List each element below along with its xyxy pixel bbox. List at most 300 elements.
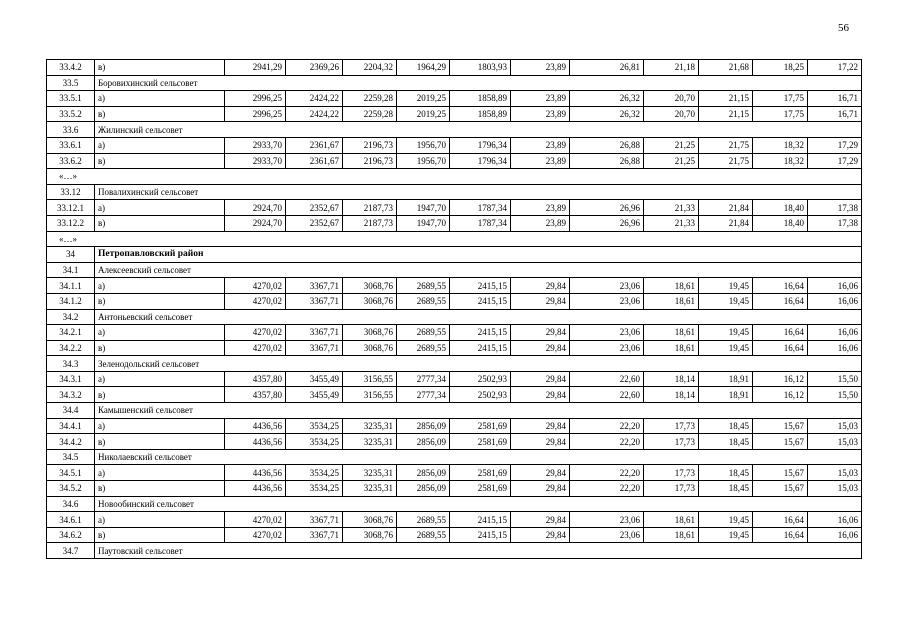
value-cell: 16,64 [753, 512, 808, 528]
value-cell: 16,06 [808, 293, 862, 309]
value-cell: 16,12 [753, 371, 808, 387]
section-title: Алексеевский сельсовет [95, 262, 862, 278]
value-cell: 2689,55 [397, 325, 450, 341]
omission-mark: «…» [47, 169, 862, 185]
value-cell: 4357,80 [225, 387, 286, 403]
value-cell: 4436,56 [225, 465, 286, 481]
value-cell: 21,84 [699, 215, 753, 231]
value-cell: 2019,25 [397, 91, 450, 107]
value-cell: 2361,67 [286, 153, 343, 169]
value-cell: 2933,70 [225, 137, 286, 153]
value-cell: 2996,25 [225, 91, 286, 107]
value-cell: 29,84 [511, 418, 570, 434]
value-cell: 2415,15 [450, 293, 511, 309]
value-cell: 2856,09 [397, 434, 450, 450]
value-cell: 15,67 [753, 481, 808, 497]
value-cell: 4270,02 [225, 278, 286, 294]
value-cell: 2777,34 [397, 387, 450, 403]
value-cell: 16,71 [808, 91, 862, 107]
value-cell: 21,84 [699, 200, 753, 216]
value-cell: 18,61 [644, 293, 699, 309]
value-cell: 21,25 [644, 153, 699, 169]
table-row [47, 465, 862, 481]
value-cell: 22,60 [570, 387, 644, 403]
value-cell: 2424,22 [286, 91, 343, 107]
value-cell: 1803,93 [450, 60, 511, 76]
value-cell: 29,84 [511, 434, 570, 450]
table-row [47, 106, 862, 122]
omission-row [47, 231, 862, 247]
value-cell: 18,14 [644, 371, 699, 387]
table-row [47, 137, 862, 153]
value-cell: 17,75 [753, 106, 808, 122]
value-cell: 18,45 [699, 481, 753, 497]
row-number: 34.6 [47, 496, 95, 512]
value-cell: 2933,70 [225, 153, 286, 169]
value-cell: 18,14 [644, 387, 699, 403]
value-cell: 3068,76 [343, 527, 397, 543]
value-cell: 2415,15 [450, 325, 511, 341]
value-cell: 16,71 [808, 106, 862, 122]
value-cell: 17,38 [808, 215, 862, 231]
value-cell: 1947,70 [397, 200, 450, 216]
value-cell: 2259,28 [343, 91, 397, 107]
value-cell: 16,06 [808, 325, 862, 341]
table-row [47, 60, 862, 76]
value-cell: 16,64 [753, 278, 808, 294]
row-number: 34.6.2 [47, 527, 95, 543]
row-number: 33.12 [47, 184, 95, 200]
value-cell: 2689,55 [397, 293, 450, 309]
value-cell: 1787,34 [450, 200, 511, 216]
value-cell: 23,06 [570, 512, 644, 528]
value-cell: 2259,28 [343, 106, 397, 122]
value-cell: 21,33 [644, 200, 699, 216]
value-cell: 18,40 [753, 200, 808, 216]
row-number: 34.1 [47, 262, 95, 278]
row-number: 34.4.2 [47, 434, 95, 450]
value-cell: 1796,34 [450, 153, 511, 169]
row-label: в) [95, 434, 225, 450]
value-cell: 22,20 [570, 465, 644, 481]
value-cell: 26,96 [570, 215, 644, 231]
value-cell: 23,89 [511, 215, 570, 231]
value-cell: 2502,93 [450, 387, 511, 403]
table-row [47, 434, 862, 450]
value-cell: 18,45 [699, 418, 753, 434]
value-cell: 16,64 [753, 527, 808, 543]
row-label: в) [95, 60, 225, 76]
value-cell: 17,73 [644, 434, 699, 450]
table-row [47, 340, 862, 356]
value-cell: 1956,70 [397, 137, 450, 153]
value-cell: 29,84 [511, 527, 570, 543]
row-number: 33.5.2 [47, 106, 95, 122]
value-cell: 23,06 [570, 278, 644, 294]
row-number: 34.1.1 [47, 278, 95, 294]
value-cell: 22,20 [570, 418, 644, 434]
row-label: а) [95, 91, 225, 107]
value-cell: 2856,09 [397, 465, 450, 481]
tariff-table [46, 59, 862, 559]
omission-mark: «…» [47, 231, 862, 247]
value-cell: 18,61 [644, 512, 699, 528]
value-cell: 2996,25 [225, 106, 286, 122]
value-cell: 29,84 [511, 387, 570, 403]
row-number: 34.4.1 [47, 418, 95, 434]
value-cell: 17,75 [753, 91, 808, 107]
row-number: 34.5.2 [47, 481, 95, 497]
value-cell: 21,75 [699, 153, 753, 169]
value-cell: 26,32 [570, 106, 644, 122]
table-row [47, 153, 862, 169]
section-title: Зеленодольский сельсовет [95, 356, 862, 372]
value-cell: 23,06 [570, 293, 644, 309]
value-cell: 19,45 [699, 325, 753, 341]
section-row [47, 449, 862, 465]
value-cell: 15,50 [808, 371, 862, 387]
value-cell: 16,06 [808, 278, 862, 294]
value-cell: 23,89 [511, 200, 570, 216]
value-cell: 18,40 [753, 215, 808, 231]
value-cell: 22,20 [570, 434, 644, 450]
row-number: 34.4 [47, 403, 95, 419]
value-cell: 2689,55 [397, 340, 450, 356]
value-cell: 15,50 [808, 387, 862, 403]
value-cell: 18,25 [753, 60, 808, 76]
value-cell: 18,32 [753, 153, 808, 169]
table-row [47, 200, 862, 216]
value-cell: 2941,29 [225, 60, 286, 76]
row-label: в) [95, 387, 225, 403]
row-label: а) [95, 465, 225, 481]
section-row [47, 356, 862, 372]
value-cell: 2581,69 [450, 418, 511, 434]
row-number: 33.12.1 [47, 200, 95, 216]
value-cell: 21,18 [644, 60, 699, 76]
value-cell: 3455,49 [286, 371, 343, 387]
value-cell: 16,64 [753, 325, 808, 341]
row-number: 33.5 [47, 75, 95, 91]
value-cell: 3068,76 [343, 293, 397, 309]
section-row [47, 543, 862, 559]
row-number: 34.3.1 [47, 371, 95, 387]
value-cell: 15,03 [808, 465, 862, 481]
value-cell: 22,20 [570, 481, 644, 497]
value-cell: 20,70 [644, 106, 699, 122]
value-cell: 3156,55 [343, 371, 397, 387]
value-cell: 15,03 [808, 418, 862, 434]
value-cell: 2352,67 [286, 200, 343, 216]
section-title: Жилинский сельсовет [95, 122, 862, 138]
value-cell: 3534,25 [286, 481, 343, 497]
row-number: 34.7 [47, 543, 95, 559]
row-label: в) [95, 527, 225, 543]
row-label: в) [95, 215, 225, 231]
value-cell: 3068,76 [343, 512, 397, 528]
value-cell: 4270,02 [225, 527, 286, 543]
value-cell: 16,64 [753, 293, 808, 309]
value-cell: 4436,56 [225, 418, 286, 434]
value-cell: 23,89 [511, 60, 570, 76]
value-cell: 26,88 [570, 153, 644, 169]
value-cell: 2856,09 [397, 481, 450, 497]
row-number: 34.3 [47, 356, 95, 372]
value-cell: 1858,89 [450, 91, 511, 107]
row-number: 33.6 [47, 122, 95, 138]
value-cell: 3235,31 [343, 465, 397, 481]
row-number: 34.3.2 [47, 387, 95, 403]
value-cell: 2581,69 [450, 481, 511, 497]
row-label: а) [95, 512, 225, 528]
row-number: 34.5.1 [47, 465, 95, 481]
value-cell: 17,22 [808, 60, 862, 76]
section-title: Боровихинский сельсовет [95, 75, 862, 91]
value-cell: 4436,56 [225, 481, 286, 497]
table-row [47, 512, 862, 528]
value-cell: 17,38 [808, 200, 862, 216]
row-label: в) [95, 153, 225, 169]
value-cell: 18,45 [699, 465, 753, 481]
value-cell: 2352,67 [286, 215, 343, 231]
value-cell: 23,89 [511, 153, 570, 169]
table-row [47, 293, 862, 309]
section-row [47, 122, 862, 138]
value-cell: 20,70 [644, 91, 699, 107]
table-row [47, 278, 862, 294]
value-cell: 1956,70 [397, 153, 450, 169]
value-cell: 18,45 [699, 434, 753, 450]
value-cell: 21,33 [644, 215, 699, 231]
value-cell: 3534,25 [286, 434, 343, 450]
row-number: 34.2 [47, 309, 95, 325]
row-number: 33.6.1 [47, 137, 95, 153]
value-cell: 17,29 [808, 153, 862, 169]
value-cell: 15,67 [753, 418, 808, 434]
value-cell: 19,45 [699, 293, 753, 309]
omission-row [47, 169, 862, 185]
value-cell: 1787,34 [450, 215, 511, 231]
value-cell: 29,84 [511, 340, 570, 356]
value-cell: 2369,26 [286, 60, 343, 76]
value-cell: 3235,31 [343, 434, 397, 450]
table-row [47, 481, 862, 497]
row-number: 34.1.2 [47, 293, 95, 309]
section-title: Николаевский сельсовет [95, 449, 862, 465]
section-title: Новообинский сельсовет [95, 496, 862, 512]
value-cell: 16,06 [808, 340, 862, 356]
value-cell: 2187,73 [343, 215, 397, 231]
value-cell: 2924,70 [225, 200, 286, 216]
value-cell: 4357,80 [225, 371, 286, 387]
value-cell: 18,61 [644, 340, 699, 356]
value-cell: 3068,76 [343, 340, 397, 356]
value-cell: 17,73 [644, 465, 699, 481]
row-label: а) [95, 278, 225, 294]
value-cell: 17,73 [644, 418, 699, 434]
row-number: 33.5.1 [47, 91, 95, 107]
row-label: в) [95, 106, 225, 122]
value-cell: 19,45 [699, 278, 753, 294]
table-body [47, 60, 862, 559]
section-row [47, 75, 862, 91]
row-label: а) [95, 418, 225, 434]
table-row [47, 527, 862, 543]
value-cell: 2019,25 [397, 106, 450, 122]
row-number: 34.5 [47, 449, 95, 465]
value-cell: 2689,55 [397, 527, 450, 543]
value-cell: 18,91 [699, 387, 753, 403]
section-title: Антоньевский сельсовет [95, 309, 862, 325]
value-cell: 2689,55 [397, 278, 450, 294]
value-cell: 3367,71 [286, 293, 343, 309]
row-label: в) [95, 481, 225, 497]
value-cell: 18,32 [753, 137, 808, 153]
value-cell: 2581,69 [450, 465, 511, 481]
value-cell: 3455,49 [286, 387, 343, 403]
section-row [47, 309, 862, 325]
value-cell: 16,06 [808, 527, 862, 543]
value-cell: 2415,15 [450, 340, 511, 356]
row-number: 33.12.2 [47, 215, 95, 231]
value-cell: 16,06 [808, 512, 862, 528]
value-cell: 19,45 [699, 340, 753, 356]
value-cell: 23,89 [511, 137, 570, 153]
section-row [47, 262, 862, 278]
table-row [47, 91, 862, 107]
value-cell: 23,89 [511, 91, 570, 107]
value-cell: 2689,55 [397, 512, 450, 528]
value-cell: 2856,09 [397, 418, 450, 434]
table-row [47, 371, 862, 387]
value-cell: 21,75 [699, 137, 753, 153]
value-cell: 3367,71 [286, 340, 343, 356]
value-cell: 18,61 [644, 527, 699, 543]
value-cell: 2187,73 [343, 200, 397, 216]
value-cell: 23,89 [511, 106, 570, 122]
table-row [47, 418, 862, 434]
value-cell: 17,73 [644, 481, 699, 497]
value-cell: 3367,71 [286, 527, 343, 543]
value-cell: 1858,89 [450, 106, 511, 122]
value-cell: 23,06 [570, 527, 644, 543]
value-cell: 29,84 [511, 293, 570, 309]
value-cell: 4270,02 [225, 293, 286, 309]
section-title: Камышенский сельсовет [95, 403, 862, 419]
value-cell: 3235,31 [343, 481, 397, 497]
value-cell: 4270,02 [225, 512, 286, 528]
value-cell: 26,81 [570, 60, 644, 76]
value-cell: 3534,25 [286, 465, 343, 481]
value-cell: 21,68 [699, 60, 753, 76]
value-cell: 17,29 [808, 137, 862, 153]
value-cell: 29,84 [511, 325, 570, 341]
value-cell: 3156,55 [343, 387, 397, 403]
row-label: а) [95, 325, 225, 341]
value-cell: 2415,15 [450, 527, 511, 543]
value-cell: 3367,71 [286, 278, 343, 294]
value-cell: 16,64 [753, 340, 808, 356]
value-cell: 2204,32 [343, 60, 397, 76]
table-row [47, 387, 862, 403]
value-cell: 19,45 [699, 512, 753, 528]
value-cell: 15,67 [753, 465, 808, 481]
row-number: 34 [47, 247, 95, 263]
value-cell: 2196,73 [343, 137, 397, 153]
value-cell: 4436,56 [225, 434, 286, 450]
row-label: в) [95, 340, 225, 356]
row-label: а) [95, 200, 225, 216]
value-cell: 1947,70 [397, 215, 450, 231]
value-cell: 4270,02 [225, 340, 286, 356]
value-cell: 23,06 [570, 340, 644, 356]
value-cell: 15,67 [753, 434, 808, 450]
value-cell: 21,15 [699, 106, 753, 122]
value-cell: 2415,15 [450, 278, 511, 294]
value-cell: 2196,73 [343, 153, 397, 169]
value-cell: 3534,25 [286, 418, 343, 434]
value-cell: 2502,93 [450, 371, 511, 387]
value-cell: 2424,22 [286, 106, 343, 122]
row-label: в) [95, 293, 225, 309]
table-row [47, 215, 862, 231]
value-cell: 22,60 [570, 371, 644, 387]
section-title: Паутовский сельсовет [95, 543, 862, 559]
value-cell: 2361,67 [286, 137, 343, 153]
value-cell: 29,84 [511, 278, 570, 294]
row-number: 34.6.1 [47, 512, 95, 528]
row-number: 34.2.2 [47, 340, 95, 356]
row-label: а) [95, 137, 225, 153]
row-number: 33.6.2 [47, 153, 95, 169]
page-number: 56 [838, 22, 849, 34]
value-cell: 1964,29 [397, 60, 450, 76]
value-cell: 18,91 [699, 371, 753, 387]
value-cell: 15,03 [808, 481, 862, 497]
value-cell: 18,61 [644, 325, 699, 341]
value-cell: 2581,69 [450, 434, 511, 450]
section-row [47, 403, 862, 419]
value-cell: 3068,76 [343, 278, 397, 294]
value-cell: 21,15 [699, 91, 753, 107]
value-cell: 29,84 [511, 481, 570, 497]
section-row [47, 184, 862, 200]
value-cell: 29,84 [511, 371, 570, 387]
value-cell: 3235,31 [343, 418, 397, 434]
table-row [47, 325, 862, 341]
value-cell: 3068,76 [343, 325, 397, 341]
row-number: 33.4.2 [47, 60, 95, 76]
row-number: 34.2.1 [47, 325, 95, 341]
value-cell: 2777,34 [397, 371, 450, 387]
value-cell: 2924,70 [225, 215, 286, 231]
value-cell: 16,12 [753, 387, 808, 403]
row-label: а) [95, 371, 225, 387]
value-cell: 1796,34 [450, 137, 511, 153]
value-cell: 3367,71 [286, 512, 343, 528]
value-cell: 29,84 [511, 512, 570, 528]
value-cell: 15,03 [808, 434, 862, 450]
district-title: Петропавловский район [95, 247, 862, 263]
value-cell: 26,32 [570, 91, 644, 107]
value-cell: 18,61 [644, 278, 699, 294]
section-title: Повалихинский сельсовет [95, 184, 862, 200]
value-cell: 21,25 [644, 137, 699, 153]
value-cell: 2415,15 [450, 512, 511, 528]
value-cell: 19,45 [699, 527, 753, 543]
section-row [47, 496, 862, 512]
value-cell: 4270,02 [225, 325, 286, 341]
